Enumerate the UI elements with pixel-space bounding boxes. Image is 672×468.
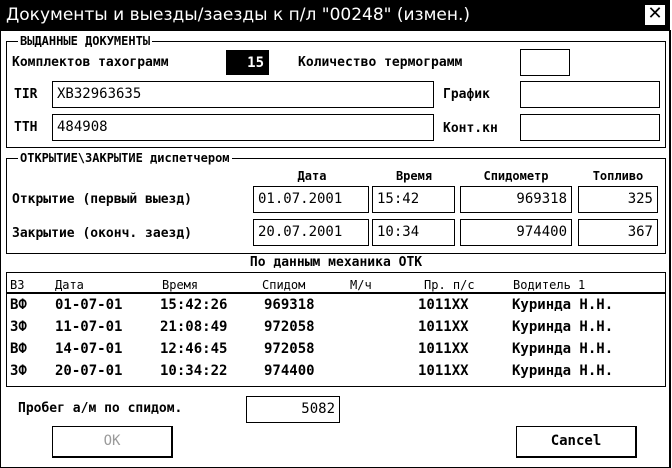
row-vz: ЗФ [10, 319, 27, 335]
row-date: 01-07-01 [55, 297, 123, 313]
ok-button[interactable]: ОК [52, 426, 173, 458]
row-vz: ВФ [10, 297, 27, 313]
hdr-driver: Водитель 1 [513, 278, 586, 292]
hdr-pps: Пр. п/с [424, 278, 475, 292]
hdr-vz: ВЗ [10, 278, 25, 292]
row-vz: ЗФ [10, 363, 27, 379]
row-time: 21:08:49 [160, 319, 228, 335]
mileage-field[interactable]: 5082 [246, 396, 340, 423]
row-speedo: 972058 [264, 319, 315, 335]
mileage-label: Пробег а/м по спидом. [18, 401, 183, 416]
row-pps: 1011ХХ [418, 341, 469, 357]
open-date-field[interactable]: 01.07.2001 [253, 186, 369, 213]
row-speedo: 969318 [264, 297, 315, 313]
row-time: 10:34:22 [160, 363, 228, 379]
cancel-button[interactable]: Cancel [516, 426, 637, 458]
tachogram-field[interactable]: 15 [226, 50, 269, 75]
close-icon[interactable]: ✕ [644, 4, 666, 26]
row-driver: Куринда Н.Н. [512, 341, 614, 357]
ttn-label: ТТН [14, 120, 38, 135]
thermogram-field[interactable] [520, 49, 570, 76]
row-driver: Куринда Н.Н. [512, 363, 614, 379]
row-pps: 1011ХХ [418, 363, 469, 379]
tir-label: TIR [14, 87, 38, 102]
close-time-field[interactable]: 10:34 [372, 219, 455, 246]
row-date: 14-07-01 [55, 341, 123, 357]
row-vz: ВФ [10, 341, 27, 357]
mechanic-title: По данным механика ОТК [249, 255, 423, 270]
open-fuel-field[interactable]: 325 [578, 186, 658, 213]
row-date: 11-07-01 [55, 319, 123, 335]
row-driver: Куринда Н.Н. [512, 319, 614, 335]
hdr-mh: М/ч [350, 278, 372, 292]
row-speedo: 974400 [264, 363, 315, 379]
hdr-speedo: Спидом [262, 278, 306, 292]
kont-field[interactable] [520, 114, 660, 141]
hdr-date: Дата [55, 278, 84, 292]
close-label: Закрытие (оконч. заезд) [12, 226, 193, 241]
thermogram-label: Количество термограмм [298, 55, 463, 70]
open-label: Открытие (первый выезд) [12, 192, 193, 207]
open-speedo-field[interactable]: 969318 [460, 186, 572, 213]
ttn-field[interactable]: 484908 [52, 114, 434, 141]
col-speedo-header: Спидометр [483, 169, 549, 183]
row-pps: 1011ХХ [418, 297, 469, 313]
tir-field[interactable]: XB32963635 [52, 81, 434, 108]
col-time-header: Время [395, 169, 433, 183]
row-speedo: 972058 [264, 341, 315, 357]
open-time-field[interactable]: 15:42 [372, 186, 455, 213]
row-date: 20-07-01 [55, 363, 123, 379]
row-pps: 1011ХХ [418, 319, 469, 335]
window-title-bar [0, 0, 670, 30]
col-date-header: Дата [297, 169, 327, 183]
issued-documents-legend: ВЫДАННЫЕ ДОКУМЕНТЫ [20, 34, 151, 48]
hdr-time: Время [162, 278, 199, 292]
window-title: Документы и выезды/заезды к п/л "00248" (измен.) [6, 5, 471, 25]
row-driver: Куринда Н.Н. [512, 297, 614, 313]
grafik-label: График [443, 87, 490, 102]
close-date-field[interactable]: 20.07.2001 [253, 219, 369, 246]
row-time: 12:46:45 [160, 341, 228, 357]
tachogram-label: Комплектов тахограмм [12, 55, 169, 70]
close-speedo-field[interactable]: 974400 [460, 219, 572, 246]
row-time: 15:42:26 [160, 297, 228, 313]
kont-label: Конт.кн [443, 121, 498, 136]
close-fuel-field[interactable]: 367 [578, 219, 658, 246]
dispatch-legend: ОТКРЫТИЕ\ЗАКРЫТИЕ диспетчером [20, 151, 230, 165]
col-fuel-header: Топливо [592, 169, 644, 183]
grafik-field[interactable] [520, 81, 660, 108]
